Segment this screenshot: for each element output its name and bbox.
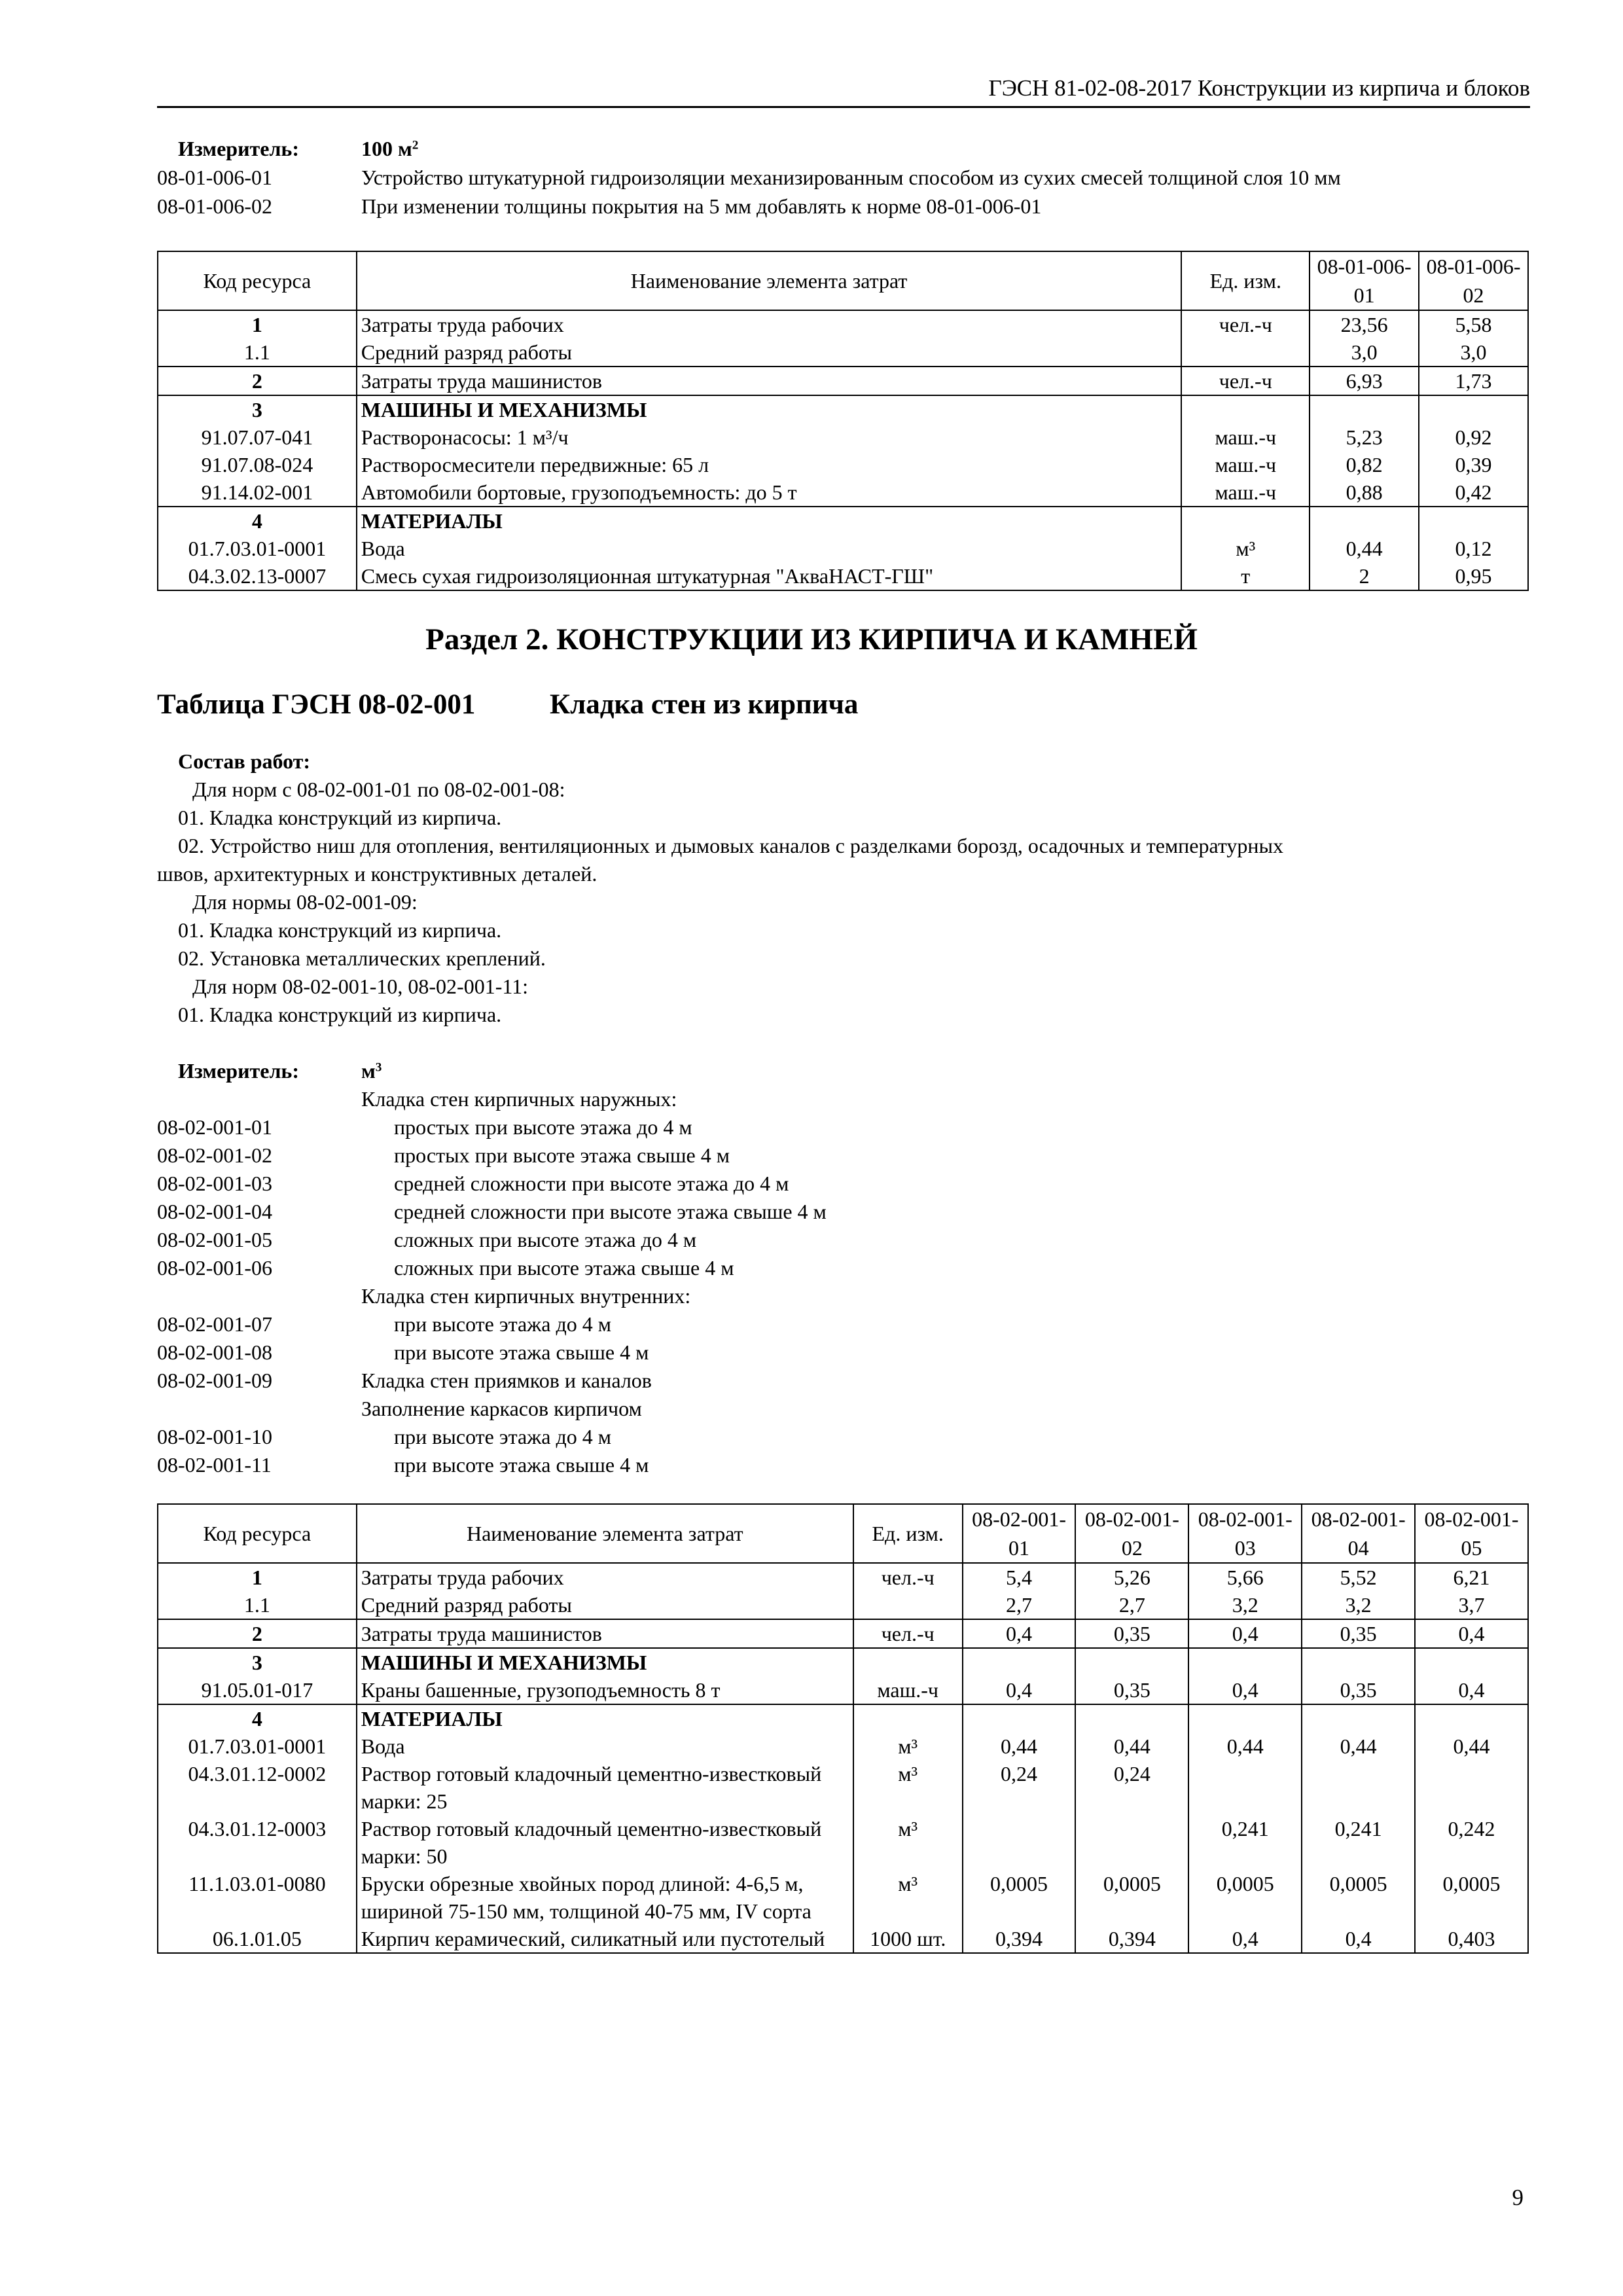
norm-item: [157, 1423, 1531, 1451]
norm-item: [157, 1141, 1531, 1170]
table-row: [158, 1815, 1528, 1870]
cell-name: Смесь сухая гидроизоляционная штукатурная "АкваНАСТ-ГШ": [357, 562, 1182, 590]
cell-value: 0,35: [1302, 1676, 1415, 1704]
norm-code: 08-02-001-03: [157, 1172, 272, 1195]
cell-unit: м³: [1181, 535, 1310, 562]
table-row: [158, 367, 1528, 395]
cell-code: 06.1.01.05: [158, 1925, 357, 1953]
cell-value: 0,394: [963, 1925, 1076, 1953]
cell-value: [963, 1648, 1076, 1676]
cell-name: Затраты труда рабочих: [357, 1563, 853, 1591]
norm-text: при высоте этажа свыше 4 м: [394, 1453, 649, 1477]
cell-name: Затраты труда машинистов: [357, 1619, 853, 1648]
col-header-name: Наименование элемента затрат: [357, 251, 1182, 310]
cell-value: 0,4: [1188, 1619, 1302, 1648]
cell-value: 0,12: [1419, 535, 1528, 562]
col-header-norm: 08-01-006-02: [1419, 251, 1528, 310]
cell-value: 0,4: [1302, 1925, 1415, 1953]
norm-text: сложных при высоте этажа до 4 м: [394, 1228, 697, 1251]
running-header-title: ГЭСН 81-02-08-2017 Конструкции из кирпича и блоков: [988, 75, 1530, 101]
cell-value: 0,0005: [1188, 1870, 1302, 1925]
norm-code: 08-02-001-02: [157, 1143, 272, 1167]
cell-value: 5,23: [1310, 423, 1419, 451]
norm-text: Устройство штукатурной гидроизоляции механизированным способом из сухих смесей толщиной слоя 10 мм: [361, 166, 1341, 189]
cell-code: 04.3.01.12-0003: [158, 1815, 357, 1870]
cell-value: [1075, 1648, 1188, 1676]
cell-name: Кирпич керамический, силикатный или пустотелый: [357, 1925, 853, 1953]
table-row: [158, 1591, 1528, 1619]
cell-value: 0,4: [1415, 1676, 1528, 1704]
cell-value: [963, 1815, 1076, 1870]
cell-value: 0,39: [1419, 451, 1528, 478]
cell-code: 2: [158, 367, 357, 395]
table-row: [158, 338, 1528, 367]
table-row: [158, 310, 1528, 338]
norm-text: простых при высоте этажа до 4 м: [394, 1115, 692, 1139]
measure-label: Измеритель:: [178, 1059, 299, 1083]
table-row: [158, 562, 1528, 590]
cell-value: 5,66: [1188, 1563, 1302, 1591]
table-row: [158, 1676, 1528, 1704]
cell-code: 91.07.08-024: [158, 451, 357, 478]
cell-code: 91.05.01-017: [158, 1676, 357, 1704]
cell-name: Краны башенные, грузоподъемность 8 т: [357, 1676, 853, 1704]
norm-code: 08-02-001-08: [157, 1340, 272, 1364]
cell-value: 3,2: [1188, 1591, 1302, 1619]
col-header-code: Код ресурса: [158, 1504, 357, 1563]
table-header-row: [158, 1504, 1528, 1563]
cell-unit: т: [1181, 562, 1310, 590]
cell-value: [1415, 1648, 1528, 1676]
cell-name: Затраты труда рабочих: [357, 310, 1182, 338]
norm-item: [157, 1198, 1531, 1226]
norm-text: Кладка стен приямков и каналов: [361, 1369, 652, 1392]
cell-value: 0,0005: [1415, 1870, 1528, 1925]
cell-unit: [1181, 338, 1310, 367]
cell-value: 5,26: [1075, 1563, 1188, 1591]
cell-code: 91.14.02-001: [158, 478, 357, 507]
cell-name: Затраты труда машинистов: [357, 367, 1182, 395]
table-row: [158, 1870, 1528, 1925]
cell-code: 3: [158, 395, 357, 423]
col-header-norm: 08-02-001-03: [1188, 1504, 1302, 1563]
work-line: 02. Установка металлических креплений.: [178, 946, 546, 970]
col-header-unit: Ед. изм.: [1181, 251, 1310, 310]
norm-code: 08-02-001-05: [157, 1228, 272, 1251]
norm-code: 08-02-001-01: [157, 1115, 272, 1139]
table-header-row: [158, 251, 1528, 310]
cell-value: 1,73: [1419, 367, 1528, 395]
cell-value: [1302, 1648, 1415, 1676]
section-title: Раздел 2. КОНСТРУКЦИИ ИЗ КИРПИЧА И КАМНЕЙ: [425, 622, 1198, 656]
cell-value: 5,52: [1302, 1563, 1415, 1591]
cell-code: 91.07.07-041: [158, 423, 357, 451]
work-line: 01. Кладка конструкций из кирпича.: [178, 1003, 502, 1026]
cell-value: [1415, 1704, 1528, 1732]
cell-value: 5,58: [1419, 310, 1528, 338]
cell-value: 0,0005: [1075, 1870, 1188, 1925]
work-line: швов, архитектурных и конструктивных деталей.: [157, 862, 597, 886]
cell-value: [1075, 1815, 1188, 1870]
cell-unit: чел.-ч: [853, 1563, 963, 1591]
cell-value: [1310, 507, 1419, 535]
cell-value: 0,92: [1419, 423, 1528, 451]
cell-name: Раствор готовый кладочный цементно-известковый марки: 25: [357, 1760, 853, 1815]
table-row: [158, 1563, 1528, 1591]
table-row: [158, 478, 1528, 507]
cell-value: 6,93: [1310, 367, 1419, 395]
cell-code: 1: [158, 310, 357, 338]
cell-value: 0,44: [963, 1732, 1076, 1760]
cell-code: 01.7.03.01-0001: [158, 535, 357, 562]
cell-code: 11.1.03.01-0080: [158, 1870, 357, 1925]
page-number: 9: [1512, 2185, 1524, 2210]
norm-text: При изменении толщины покрытия на 5 мм добавлять к норме 08-01-006-01: [361, 194, 1042, 218]
cell-value: 0,242: [1415, 1815, 1528, 1870]
cell-value: [1075, 1704, 1188, 1732]
norm-item: [157, 1310, 1531, 1338]
cell-unit: м³: [853, 1870, 963, 1925]
cell-unit: чел.-ч: [1181, 310, 1310, 338]
cell-name: Вода: [357, 535, 1182, 562]
norm-item: [157, 1085, 1531, 1113]
cell-unit: м³: [853, 1760, 963, 1815]
norm-text: средней сложности при высоте этажа свыше 4 м: [394, 1200, 827, 1223]
cell-value: [1302, 1704, 1415, 1732]
col-header-name: Наименование элемента затрат: [357, 1504, 853, 1563]
col-header-norm: 08-02-001-01: [963, 1504, 1076, 1563]
norm-text: простых при высоте этажа свыше 4 м: [394, 1143, 730, 1167]
cell-unit: м³: [853, 1815, 963, 1870]
table-row: [158, 535, 1528, 562]
cell-unit: [853, 1591, 963, 1619]
cell-code: 1.1: [158, 1591, 357, 1619]
norm-text: Кладка стен кирпичных наружных:: [361, 1087, 677, 1111]
cell-value: 0,44: [1075, 1732, 1188, 1760]
norm-item: [157, 1254, 1531, 1282]
measure-unit: 100 $м^2$: [361, 137, 419, 160]
cell-value: [1415, 1760, 1528, 1815]
cell-value: 2,7: [963, 1591, 1076, 1619]
col-header-norm: 08-01-006-01: [1310, 251, 1419, 310]
cell-value: 0,241: [1188, 1815, 1302, 1870]
norm-item: [157, 1113, 1531, 1141]
cell-name: Автомобили бортовые, грузоподъемность: до 5 т: [357, 478, 1182, 507]
cell-value: 0,394: [1075, 1925, 1188, 1953]
running-header: [157, 72, 1530, 108]
work-composition: [157, 747, 1531, 1029]
table-row: [158, 1925, 1528, 1953]
cell-code: 1: [158, 1563, 357, 1591]
cell-name: Вода: [357, 1732, 853, 1760]
work-label: Состав работ:: [178, 749, 311, 773]
cell-unit: [1181, 395, 1310, 423]
norm-item: [157, 1170, 1531, 1198]
norm-item: [157, 1367, 1531, 1395]
norm-code: 08-02-001-06: [157, 1256, 272, 1280]
norm-item: [157, 1338, 1531, 1367]
cell-name: Средний разряд работы: [357, 338, 1182, 367]
cell-value: 3,2: [1302, 1591, 1415, 1619]
cell-value: [1419, 507, 1528, 535]
cell-code: 04.3.02.13-0007: [158, 562, 357, 590]
work-line: 01. Кладка конструкций из кирпича.: [178, 918, 502, 942]
norm-item: [157, 1226, 1531, 1254]
cell-value: [1188, 1704, 1302, 1732]
work-line: 02. Устройство ниш для отопления, вентиляционных и дымовых каналов с разделками борозд, осадочных и температурных: [178, 834, 1284, 857]
table-row: [158, 1704, 1528, 1732]
cell-name: Растворосмесители передвижные: 65 л: [357, 451, 1182, 478]
measure-block-2: [157, 1057, 1531, 1479]
col-header-code: Код ресурса: [158, 251, 357, 310]
cell-unit: чел.-ч: [853, 1619, 963, 1648]
cell-value: 0,42: [1419, 478, 1528, 507]
cell-code: 01.7.03.01-0001: [158, 1732, 357, 1760]
cell-code: 3: [158, 1648, 357, 1676]
cell-unit: 1000 шт.: [853, 1925, 963, 1953]
cell-value: 23,56: [1310, 310, 1419, 338]
cell-value: 0,0005: [1302, 1870, 1415, 1925]
cell-value: 0,241: [1302, 1815, 1415, 1870]
cell-name: МАШИНЫ И МЕХАНИЗМЫ: [357, 395, 1182, 423]
norm-code: 08-02-001-07: [157, 1312, 272, 1336]
cell-value: 0,4: [1415, 1619, 1528, 1648]
cell-value: 0,4: [963, 1619, 1076, 1648]
cell-value: 0,35: [1075, 1619, 1188, 1648]
cell-value: [1310, 395, 1419, 423]
cell-code: 04.3.01.12-0002: [158, 1760, 357, 1815]
table-row: [158, 507, 1528, 535]
cell-value: 0,88: [1310, 478, 1419, 507]
norm-code: 08-02-001-04: [157, 1200, 272, 1223]
table-row: [158, 1760, 1528, 1815]
cell-name: Растворонасосы: 1 м³/ч: [357, 423, 1182, 451]
resource-table-1: [157, 251, 1529, 591]
cell-code: 4: [158, 507, 357, 535]
work-line: 01. Кладка конструкций из кирпича.: [178, 806, 502, 829]
cell-value: 2: [1310, 562, 1419, 590]
table-row: [158, 423, 1528, 451]
norm-text: при высоте этажа свыше 4 м: [394, 1340, 649, 1364]
cell-value: 0,44: [1310, 535, 1419, 562]
cell-unit: [853, 1648, 963, 1676]
cell-name: МАТЕРИАЛЫ: [357, 1704, 853, 1732]
cell-value: 0,4: [1188, 1925, 1302, 1953]
work-line: Для норм 08-02-001-10, 08-02-001-11:: [192, 975, 529, 998]
cell-code: 1.1: [158, 338, 357, 367]
cell-name: МАШИНЫ И МЕХАНИЗМЫ: [357, 1648, 853, 1676]
cell-value: 3,0: [1310, 338, 1419, 367]
cell-value: 0,44: [1415, 1732, 1528, 1760]
norm-code: 08-01-006-02: [157, 194, 272, 218]
cell-value: [963, 1704, 1076, 1732]
col-header-unit: Ед. изм.: [853, 1504, 963, 1563]
table-row: [158, 451, 1528, 478]
col-header-norm: 08-02-001-04: [1302, 1504, 1415, 1563]
cell-unit: [1181, 507, 1310, 535]
measure-unit: $м^3$: [361, 1059, 382, 1083]
cell-value: 0,82: [1310, 451, 1419, 478]
cell-value: [1419, 395, 1528, 423]
cell-unit: [853, 1704, 963, 1732]
norm-text: при высоте этажа до 4 м: [394, 1425, 611, 1448]
norm-code: 08-02-001-09: [157, 1369, 272, 1392]
cell-unit: маш.-ч: [1181, 451, 1310, 478]
cell-code: 2: [158, 1619, 357, 1648]
cell-value: 0,44: [1302, 1732, 1415, 1760]
table-title-code: Таблица ГЭСН 08-02-001: [157, 689, 476, 720]
table-row: [158, 395, 1528, 423]
measure-label: Измеритель:: [178, 137, 299, 160]
norm-item: [157, 1395, 1531, 1423]
resource-table-2: [157, 1503, 1529, 1954]
norm-code: 08-01-006-01: [157, 166, 272, 189]
cell-value: 6,21: [1415, 1563, 1528, 1591]
col-header-norm: 08-02-001-05: [1415, 1504, 1528, 1563]
norm-text: сложных при высоте этажа свыше 4 м: [394, 1256, 734, 1280]
cell-unit: маш.-ч: [1181, 478, 1310, 507]
cell-value: 0,95: [1419, 562, 1528, 590]
cell-unit: м³: [853, 1732, 963, 1760]
norm-text: Заполнение каркасов кирпичом: [361, 1397, 642, 1420]
cell-value: 3,0: [1419, 338, 1528, 367]
norm-text: Кладка стен кирпичных внутренних:: [361, 1284, 691, 1308]
cell-value: [1188, 1760, 1302, 1815]
cell-value: [1302, 1760, 1415, 1815]
norm-text: средней сложности при высоте этажа до 4 м: [394, 1172, 789, 1195]
cell-value: 0,44: [1188, 1732, 1302, 1760]
cell-name: Бруски обрезные хвойных пород длиной: 4-6,5 м, шириной 75-150 мм, толщиной 40-75 мм, IV сорта: [357, 1870, 853, 1925]
table-row: [158, 1619, 1528, 1648]
table-row: [158, 1648, 1528, 1676]
cell-value: 0,403: [1415, 1925, 1528, 1953]
cell-unit: чел.-ч: [1181, 367, 1310, 395]
norm-code: 08-02-001-11: [157, 1453, 272, 1477]
cell-unit: маш.-ч: [853, 1676, 963, 1704]
cell-value: 0,24: [963, 1760, 1076, 1815]
cell-value: 0,24: [1075, 1760, 1188, 1815]
cell-value: 0,35: [1075, 1676, 1188, 1704]
table-row: [158, 1732, 1528, 1760]
measure-block-1: [157, 134, 1531, 221]
col-header-norm: 08-02-001-02: [1075, 1504, 1188, 1563]
work-line: Для норм с 08-02-001-01 по 08-02-001-08:: [192, 778, 565, 801]
table-title-name: Кладка стен из кирпича: [550, 689, 859, 720]
cell-value: [1188, 1648, 1302, 1676]
cell-unit: маш.-ч: [1181, 423, 1310, 451]
cell-name: Раствор готовый кладочный цементно-известковый марки: 50: [357, 1815, 853, 1870]
cell-name: Средний разряд работы: [357, 1591, 853, 1619]
norm-item: [157, 1451, 1531, 1479]
cell-value: 5,4: [963, 1563, 1076, 1591]
norm-item: [157, 1282, 1531, 1310]
cell-value: 0,35: [1302, 1619, 1415, 1648]
cell-value: 0,4: [1188, 1676, 1302, 1704]
cell-name: МАТЕРИАЛЫ: [357, 507, 1182, 535]
table-title: [157, 689, 859, 721]
work-line: Для нормы 08-02-001-09:: [192, 890, 418, 914]
norm-text: при высоте этажа до 4 м: [394, 1312, 611, 1336]
cell-value: 0,4: [963, 1676, 1076, 1704]
cell-value: 2,7: [1075, 1591, 1188, 1619]
norm-code: 08-02-001-10: [157, 1425, 272, 1448]
cell-value: 0,0005: [963, 1870, 1076, 1925]
cell-code: 4: [158, 1704, 357, 1732]
cell-value: 3,7: [1415, 1591, 1528, 1619]
